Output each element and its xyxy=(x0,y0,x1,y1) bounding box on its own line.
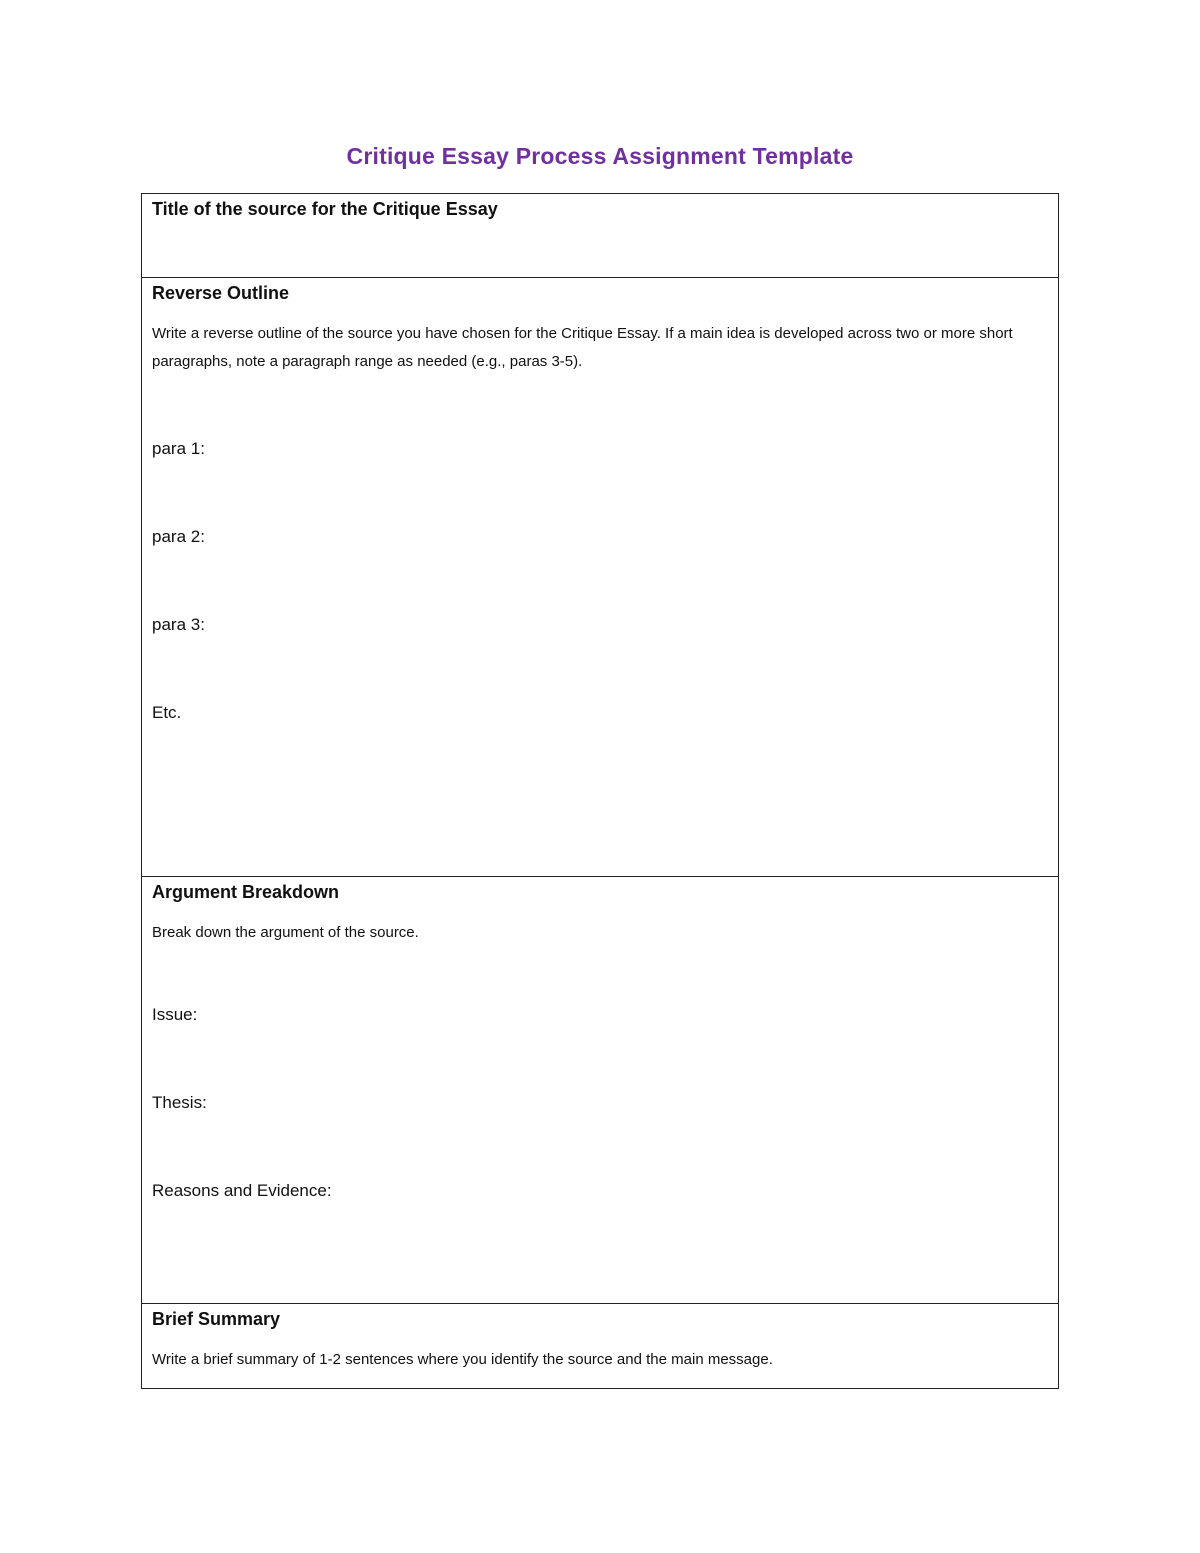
source-title-row xyxy=(142,194,1059,278)
para-2-label: para 2: xyxy=(152,527,205,546)
etc-label: Etc. xyxy=(152,703,182,722)
reasons-evidence-label: Reasons and Evidence: xyxy=(152,1181,332,1200)
brief-summary-cell[interactable] xyxy=(142,1304,1059,1389)
source-title-cell[interactable] xyxy=(142,194,1059,278)
argument-breakdown-cell[interactable] xyxy=(142,877,1059,1304)
issue-label: Issue: xyxy=(152,1005,198,1024)
brief-summary-instruction: Write a brief summary of 1-2 sentences where you identify the source and the main message. xyxy=(152,1351,773,1368)
argument-breakdown-heading: Argument Breakdown xyxy=(152,882,340,902)
brief-summary-heading: Brief Summary xyxy=(152,1309,281,1329)
para-1-label: para 1: xyxy=(152,439,205,458)
document-title: Critique Essay Process Assignment Template xyxy=(346,143,854,169)
reverse-outline-instruction: Write a reverse outline of the source you have chosen for the Critique Essay. If a main idea is developed across two or more short paragraphs, note a paragraph range as needed (e.g., paras 3-5). xyxy=(152,325,1013,370)
para-3-label: para 3: xyxy=(152,615,205,634)
source-title-heading: Title of the source for the Critique Essay xyxy=(152,199,498,219)
thesis-label: Thesis: xyxy=(152,1093,207,1112)
brief-summary-row xyxy=(142,1304,1059,1389)
assignment-form-table xyxy=(141,193,1059,1389)
argument-breakdown-instruction: Break down the argument of the source. xyxy=(152,924,419,941)
reverse-outline-heading: Reverse Outline xyxy=(152,283,290,303)
argument-breakdown-row xyxy=(142,877,1059,1304)
reverse-outline-cell[interactable] xyxy=(142,278,1059,877)
reverse-outline-row xyxy=(142,278,1059,877)
